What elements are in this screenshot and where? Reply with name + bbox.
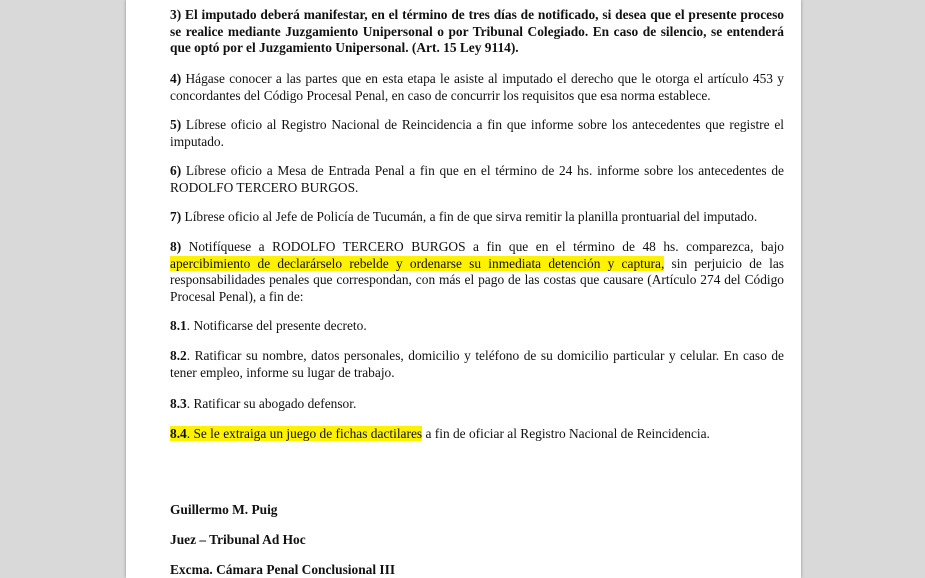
paragraph-8-1	[170, 318, 784, 335]
paragraph-8-2	[170, 348, 784, 381]
paragraph-8-3	[170, 396, 784, 413]
paragraph-text: . Notificarse del presente decreto.	[186, 318, 367, 333]
document-page	[126, 0, 801, 578]
paragraph-8-4	[170, 426, 784, 443]
highlighted-text: apercibimiento de declarárselo rebelde y ordenarse su inmediata detención y captura,	[170, 255, 665, 271]
paragraph-number: 8)	[170, 239, 182, 254]
paragraph-number: 5)	[170, 117, 182, 132]
paragraph-4	[170, 71, 784, 104]
paragraph-text-after: sin perjuicio de las responsabilidades penales que correspondan, con más el pago de las costas que causare (Artículo 274 del Código Procesal Penal), a fin de:	[170, 255, 784, 304]
paragraph-text: Líbrese oficio al Registro Nacional de Reincidencia a fin que informe sobre los antecedentes que registre el imputado.	[170, 117, 784, 149]
paragraph-text-after: a fin de oficiar al Registro Nacional de Reincidencia.	[425, 426, 710, 441]
signature-court: Excma. Cámara Penal Conclusional III	[170, 562, 396, 577]
paragraph-text: El imputado deberá manifestar, en el término de tres días de notificado, si desea que el presente proceso se realice mediante Juzgamiento Unipersonal o por Tribunal Colegiado. En caso de silencio, se entenderá que optó por el Juzgamiento Unipersonal. (Art. 15 Ley 9114).	[170, 7, 784, 56]
paragraph-number: 8.1	[170, 318, 187, 333]
paragraph-5	[170, 117, 784, 150]
paragraph-text: Líbrese oficio a Mesa de Entrada Penal a fin que en el término de 24 hs. informe sobre los antecedentes de RODOLFO TERCERO BURGOS.	[170, 163, 784, 195]
paragraph-number: 3)	[170, 7, 182, 22]
paragraph-number: 6)	[170, 163, 182, 178]
paragraph-7	[170, 209, 784, 226]
paragraph-text: Notifíquese a RODOLFO TERCERO BURGOS a fin que en el término de 48 hs. comparezca, bajo	[188, 239, 784, 254]
paragraph-number: 4)	[170, 71, 182, 86]
paragraph-8	[170, 239, 784, 305]
signature-role: Juez – Tribunal Ad Hoc	[170, 532, 306, 547]
paragraph-text: . Ratificar su abogado defensor.	[186, 396, 357, 411]
paragraph-number: 8.3	[170, 396, 187, 411]
paragraph-number: 7)	[170, 209, 182, 224]
paragraph-text: . Ratificar su nombre, datos personales, domicilio y teléfono de su domicilio particular y celular. En caso de tener empleo, informe su lugar de trabajo.	[170, 348, 784, 380]
highlighted-text: . Se le extraiga un juego de fichas dactilares	[186, 426, 423, 441]
paragraph-text: Líbrese oficio al Jefe de Policía de Tucumán, a fin de que sirva remitir la planilla prontuarial del imputado.	[184, 209, 758, 224]
paragraph-number: 8.4	[170, 426, 187, 441]
paragraph-6	[170, 163, 784, 196]
paragraph-number: 8.2	[170, 348, 187, 363]
paragraph-3	[170, 7, 784, 57]
signature-name: Guillermo M. Puig	[170, 502, 278, 517]
paragraph-text: Hágase conocer a las partes que en esta etapa le asiste al imputado el derecho que le otorga el artículo 453 y concordantes del Código Procesal Penal, en caso de concurrir los requisitos que esa norma establece.	[170, 71, 784, 103]
